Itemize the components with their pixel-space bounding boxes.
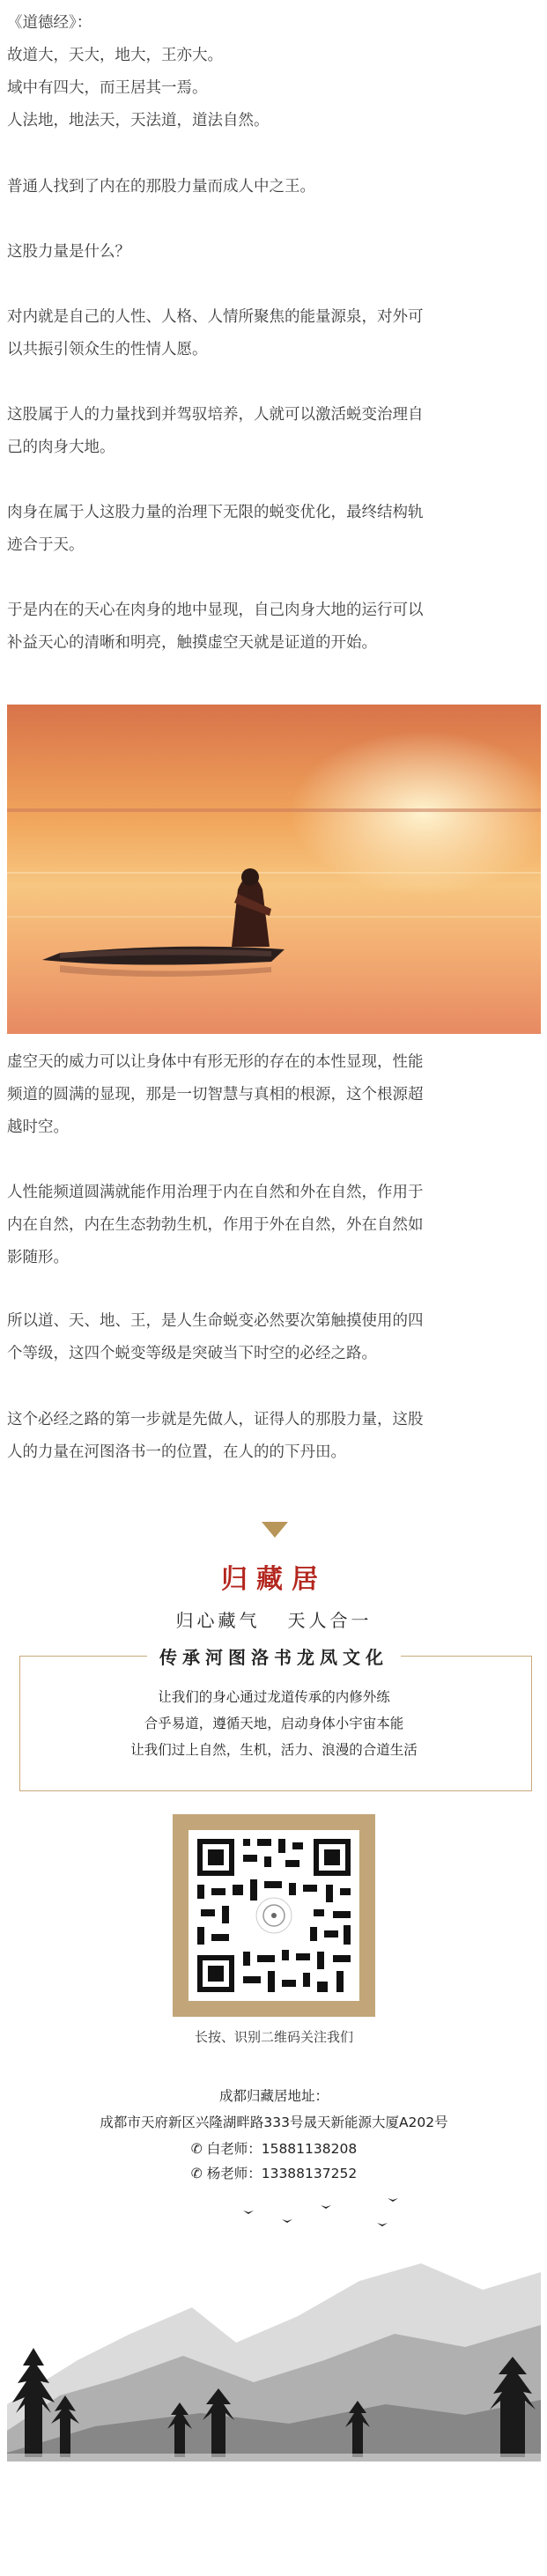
paragraph-line: 这个必经之路的第一步就是先做人，证得人的那股力量，这股 [7,1411,424,1428]
paragraph-line: 这股属于人的力量找到并驾驭培养，人就可以激活蜕变治理自 [7,406,424,424]
paragraph [7,171,541,203]
contact-white [7,2138,541,2158]
paragraph [7,497,541,562]
paragraph-line: 人的力量在河图洛书一的位置，在人的的下丹田。 [7,1443,346,1461]
paragraph-line: 普通人找到了内在的那股力量而成人中之王。 [7,178,315,196]
description-line: 让我们过上自然，生机，活力、浪漫的合道生活 [130,1742,418,1758]
banner-title-wrap [7,1643,541,1669]
paragraph-line: 补益天心的清晰和明亮，触摸虚空天就是证道的开始。 [7,634,377,652]
paragraph [7,594,541,660]
intro-line: 《道德经》： [7,14,92,32]
intro-line: 人法地，地法天，天法道，道法自然。 [7,112,270,129]
triangle-marker-icon [262,1522,288,1538]
paragraph-line: 对内就是自己的人性、人格、人情所聚焦的能量源泉，对外可 [7,308,424,326]
phone-icon: ✆ [190,2141,203,2157]
paragraph-line: 越时空。 [7,1118,69,1136]
paragraph-line: 己的肉身大地。 [7,439,115,456]
paragraph [7,236,541,269]
address-text: 成都市天府新区兴隆湖畔路333号晟天新能源大厦A202号 [100,2115,448,2130]
paragraph-line: 这股力量是什么？ [7,243,130,261]
contact-yang [7,2163,541,2182]
qr-code[interactable] [188,1830,359,2001]
paragraph-line: 以共振引领众生的性情人愿。 [7,341,208,358]
paragraph [7,1177,541,1274]
paragraph-line: 肉身在属于人这股力量的治理下无限的蜕变优化，最终结构轨 [7,504,424,521]
promo-card [7,1497,541,2462]
banner-title: 传承河图洛书龙凤文化 [147,1647,401,1668]
qr-caption: 长按、识别二维码关注我们 [194,2029,353,2045]
paragraph [7,301,541,366]
contact-label[interactable]: 白老师：15881138208 [206,2141,358,2157]
paragraph-line: 所以道、天、地、王，是人生命蜕变必然要次第触摸使用的四 [7,1312,424,1330]
intro-quote [7,7,541,137]
paragraph [7,1046,541,1144]
paragraph-line: 个等级，这四个蜕变等级是突破当下时空的必经之路。 [7,1345,377,1362]
brand-title: 归藏居 [221,1564,327,1595]
paragraph-line: 迹合于天。 [7,536,85,554]
phone-icon: ✆ [190,2166,203,2181]
contact-label[interactable]: 杨老师：13388137252 [206,2166,358,2181]
intro-line: 故道大，天大，地大，王亦大。 [7,47,223,64]
paragraph [7,1404,541,1469]
paragraph-line: 于是内在的天心在肉身的地中显现，自己肉身大地的运行可以 [7,602,424,619]
paragraph-line: 人性能频道圆满就能作用治理于内在自然和外在自然，作用于 [7,1184,424,1201]
qr-code-icon [188,1830,359,2001]
paragraph-line: 内在自然，内在生态勃勃生机，作用于外在自然，外在自然如 [7,1216,424,1234]
paragraph-line: 虚空天的威力可以让身体中有形无形的存在的本性显现，性能 [7,1053,424,1071]
brand-subtitle: 归心藏气 天人合一 [175,1610,373,1631]
qr-code-frame[interactable] [173,1814,375,2017]
intro-line: 域中有四大，而王居其一焉。 [7,79,208,97]
address-title: 成都归藏居地址： [218,2088,329,2104]
paragraph [7,399,541,464]
mountain-landscape-icon [7,2193,541,2462]
description-line: 合乎易道，遵循天地，启动身体小宇宙本能 [144,1716,404,1731]
paragraph-line: 影随形。 [7,1249,69,1266]
sunset-boat-illustration [7,705,541,1034]
ink-landscape-illustration [7,2193,541,2462]
sunset-boat-photo [7,705,541,1034]
description-text [7,1684,541,1763]
paragraph [7,1305,541,1370]
description-line: 让我们的身心通过龙道传承的内修外练 [158,1689,390,1705]
paragraph-line: 频道的圆满的显现，那是一切智慧与真相的根源，这个根源超 [7,1086,424,1103]
